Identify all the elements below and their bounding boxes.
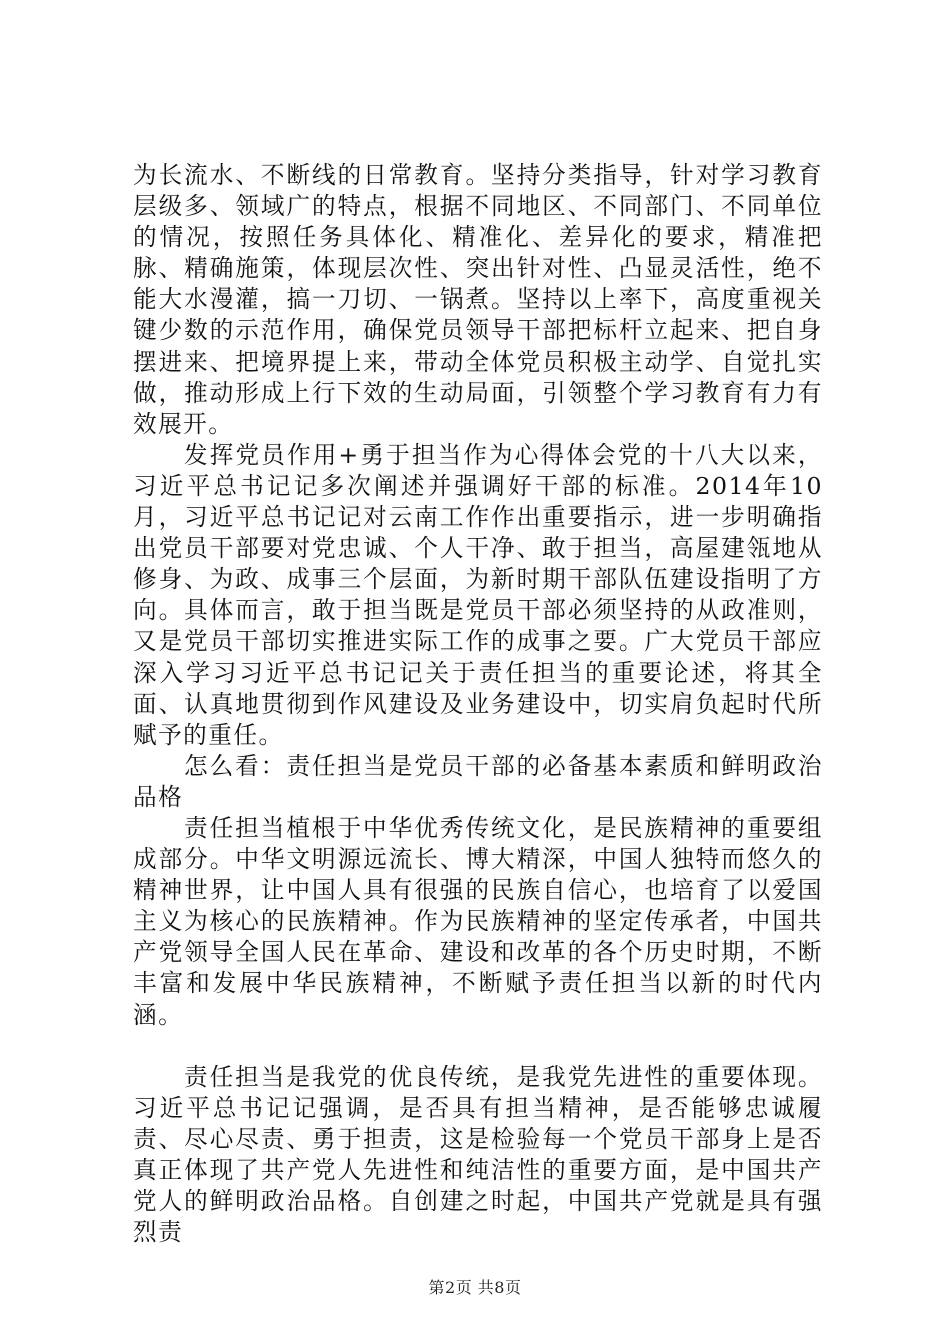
paragraph-spacer [133,1031,823,1062]
paragraph: 为长流水、不断线的日常教育。坚持分类指导，针对学习教育层级多、领域广的特点，根据不同地区、不同部门、不同单位的情况，按照任务具体化、精准化、差异化的要求，精准把脉、精确施策，体现层次性、突出针对性、凸显灵活性，绝不能大水漫灌，搞一刀切、一锅煮。坚持以上率下，高度重视关键少数的示范作用，确保党员领导干部把标杆立起来、把自身摆进来、把境界提上来，带动全体党员积极主动学、自觉扎实做，推动形成上行下效的生动局面，引领整个学习教育有力有效展开。 [133,161,823,438]
section-heading: 怎么看：责任担当是党员干部的必备基本素质和鲜明政治品格 [133,751,823,811]
page-footer: 第2页 共8页 [428,1278,522,1297]
paragraph: 责任担当植根于中华优秀传统文化，是民族精神的重要组成部分。中华文明源远流长、博大精深，中国人独特而悠久的精神世界，让中国人具有很强的民族自信心，也培育了以爱国主义为核心的民族精神。作为民族精神的坚定传承者，中国共产党领导全国人民在革命、建设和改革的各个历史时期，不断丰富和发展中华民族精神，不断赋予责任担当以新的时代内涵。 [133,813,823,1029]
paragraph: 发挥党员作用+勇于担当作为心得体会党的十八大以来，习近平总书记记多次阐述并强调好干部的标准。2014年10月，习近平总书记记对云南工作作出重要指示，进一步明确指出党员干部要对党忠诚、个人干净、敢于担当，高屋建瓴地从修身、为政、成事三个层面，为新时期干部队伍建设指明了方向。具体而言，敢于担当既是党员干部必须坚持的从政准则，又是党员干部切实推进实际工作的成事之要。广大党员干部应深入学习习近平总书记记关于责任担当的重要论述，将其全面、认真地贯彻到作风建设及业务建设中，切实肩负起时代所赋予的重任。 [133,440,823,749]
paragraph: 责任担当是我党的优良传统，是我党先进性的重要体现。习近平总书记记强调，是否具有担当精神，是否能够忠诚履责、尽心尽责、勇于担责，这是检验每一个党员干部身上是否真正体现了共产党人先进性和纯洁性的重要方面，是中国共产党人的鲜明政治品格。自创建之时起，中国共产党就是具有强烈责 [133,1062,823,1247]
document-body [133,160,823,1248]
